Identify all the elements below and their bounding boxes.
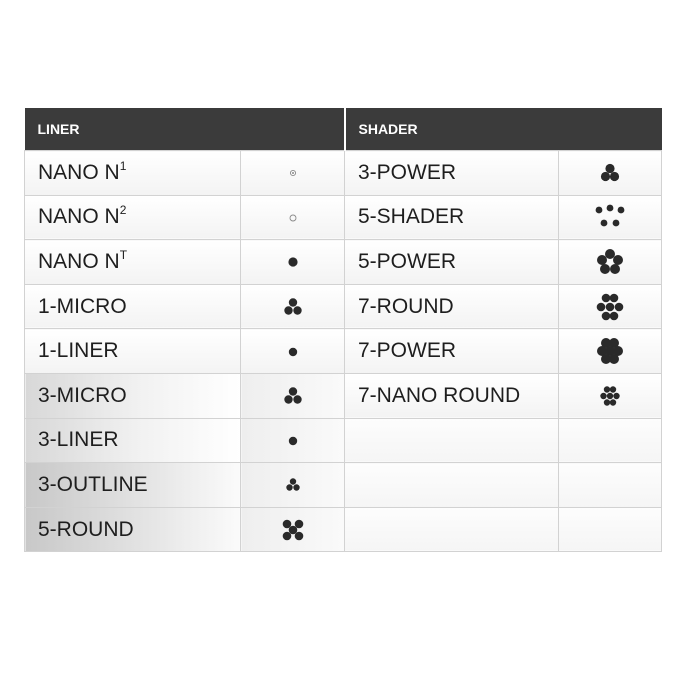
liner-name: [25, 151, 241, 196]
shader-name: [345, 329, 559, 374]
liner-name: [25, 373, 241, 418]
liner-label: 1-LINER: [38, 339, 119, 363]
shader-icon-cell: [559, 373, 662, 418]
shader-header: SHADER: [345, 108, 662, 151]
shader-icon-cell: [559, 507, 662, 552]
needle-nano-t-icon: [287, 256, 299, 268]
shader-name: [345, 240, 559, 285]
liner-name: [25, 418, 241, 463]
liner-label: 3-MICRO: [38, 383, 127, 407]
liner-icon-cell: [241, 373, 345, 418]
liner-icon-cell: [241, 507, 345, 552]
needle-5-shader-icon: [595, 204, 625, 230]
needle-7-round-icon: [596, 293, 624, 321]
shader-label: 5-POWER: [358, 249, 457, 273]
shader-name: [345, 373, 559, 418]
needle-3-power-icon: [599, 163, 621, 183]
table-row: [25, 151, 662, 196]
liner-superscript: T: [119, 247, 128, 262]
shader-name: [345, 507, 559, 552]
needle-nano-1-icon: [287, 167, 299, 179]
needle-5-round-icon: [281, 518, 305, 542]
needle-1-micro-icon: [282, 297, 304, 317]
shader-name: [345, 463, 559, 508]
needle-3-liner-icon: [287, 435, 299, 447]
liner-icon-cell: [241, 240, 345, 285]
liner-label: NANO N: [38, 160, 120, 184]
shader-icon-cell: [559, 151, 662, 196]
liner-label: 3-LINER: [38, 428, 119, 452]
shader-label: 7-POWER: [358, 339, 457, 363]
liner-name: [25, 507, 241, 552]
liner-label: 3-OUTLINE: [38, 472, 148, 496]
table-row: [25, 373, 662, 418]
table-row: [25, 329, 662, 374]
liner-superscript: 1: [119, 158, 127, 173]
liner-icon-cell: [241, 195, 345, 240]
needle-5-power-icon: [596, 248, 624, 276]
table-row: [25, 507, 662, 552]
shader-name: [345, 195, 559, 240]
table-row: [25, 463, 662, 508]
shader-label: 3-POWER: [358, 160, 457, 184]
needle-nano-2-icon: [287, 212, 299, 224]
liner-name: [25, 195, 241, 240]
shader-icon-cell: [559, 195, 662, 240]
needle-7-nano-round-icon: [599, 385, 621, 407]
liner-superscript: 2: [119, 203, 127, 218]
liner-label: 5-ROUND: [38, 517, 134, 541]
needle-3-outline-icon: [284, 477, 302, 493]
shader-name: [345, 151, 559, 196]
liner-icon-cell: [241, 463, 345, 508]
header-row: [25, 108, 662, 151]
shader-icon-cell: [559, 329, 662, 374]
table-row: [25, 418, 662, 463]
liner-icon-cell: [241, 284, 345, 329]
shader-label: 7-ROUND: [358, 294, 454, 318]
table-row: [25, 195, 662, 240]
shader-icon-cell: [559, 418, 662, 463]
liner-label: NANO N: [38, 205, 120, 229]
shader-label: 5-SHADER: [358, 205, 465, 229]
needle-1-liner-icon: [287, 346, 299, 358]
shader-name: [345, 284, 559, 329]
liner-header: LINER: [25, 108, 345, 151]
needle-chart: [24, 108, 662, 552]
needle-3-micro-icon: [282, 386, 304, 406]
liner-label: NANO N: [38, 249, 120, 273]
liner-name: [25, 463, 241, 508]
table-row: [25, 240, 662, 285]
needle-7-power-icon: [596, 337, 624, 365]
liner-label: 1-MICRO: [38, 294, 127, 318]
liner-icon-cell: [241, 329, 345, 374]
shader-icon-cell: [559, 463, 662, 508]
liner-name: [25, 240, 241, 285]
shader-icon-cell: [559, 284, 662, 329]
shader-name: [345, 418, 559, 463]
table-row: [25, 284, 662, 329]
liner-name: [25, 329, 241, 374]
liner-icon-cell: [241, 151, 345, 196]
shader-label: 7-NANO ROUND: [358, 383, 521, 407]
shader-icon-cell: [559, 240, 662, 285]
liner-icon-cell: [241, 418, 345, 463]
liner-name: [25, 284, 241, 329]
